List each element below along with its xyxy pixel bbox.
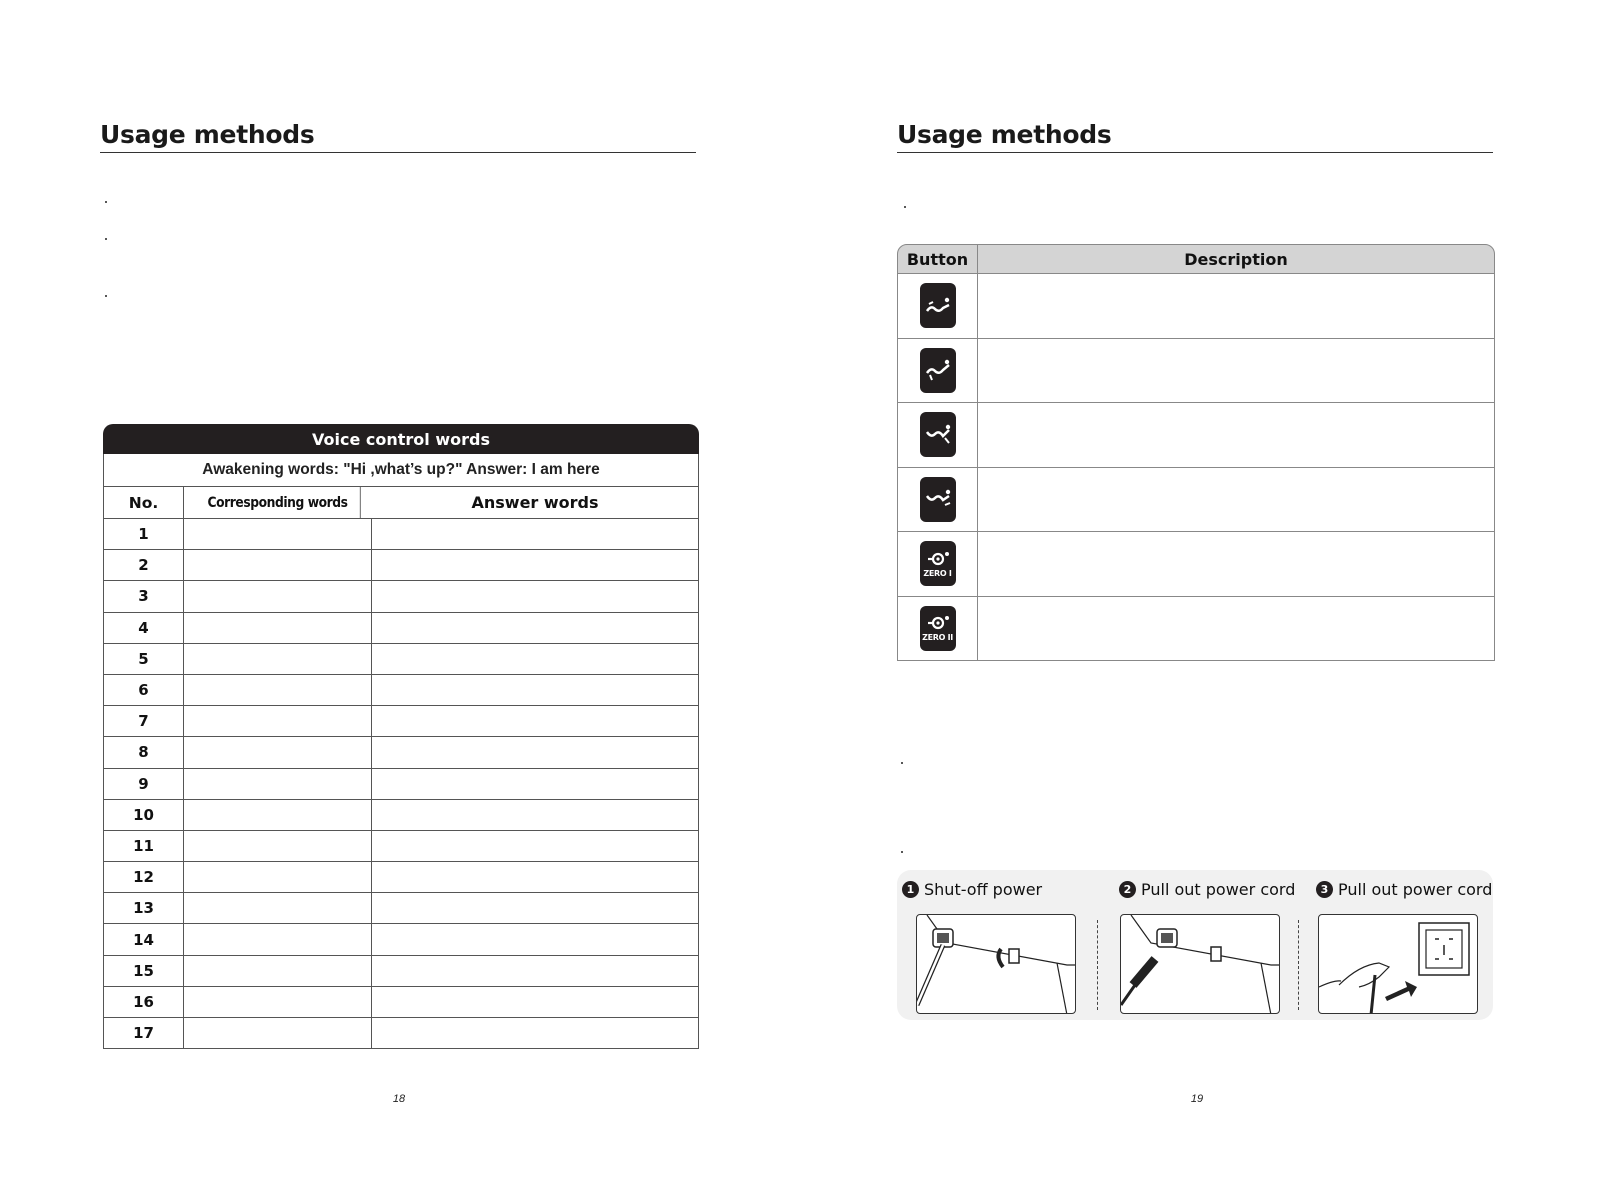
button-row [897,468,1495,533]
row-number: 6 [104,675,184,705]
corresponding-words-cell [184,581,372,611]
column-header-answer-words: Answer words [471,493,599,512]
voice-table-row [103,519,699,550]
pull-power-cord-illustration [1120,914,1280,1014]
corresponding-words-cell [184,613,372,643]
bullet-point [105,295,107,297]
row-number: 1 [104,519,184,549]
answer-words-cell [372,675,698,705]
column-header-no: No. [104,487,184,518]
row-number: 4 [104,613,184,643]
voice-table-row [103,956,699,987]
voice-table-header [103,487,699,519]
corresponding-words-cell [184,519,372,549]
zero-gravity-label: ZERO I [923,568,952,578]
row-number: 3 [104,581,184,611]
bullet-point [904,206,906,208]
row-number: 5 [104,644,184,674]
zero-gravity-1-icon [920,541,956,586]
voice-table-title: Voice control words [103,424,699,454]
lower-leg-icon [920,477,956,522]
column-header-corresponding-words: Corresponding words [195,487,360,518]
power-step-2 [1119,880,1295,899]
page-heading: Usage methods [897,120,1112,149]
answer-words-cell [372,924,698,954]
voice-table-row [103,769,699,800]
answer-words-cell [372,831,698,861]
shut-off-power-illustration [916,914,1076,1014]
row-number: 2 [104,550,184,580]
left-page [0,0,808,1192]
answer-words-cell [372,987,698,1017]
answer-words-cell [372,613,698,643]
step-label: Pull out power cord [1338,880,1493,899]
voice-table-row [103,831,699,862]
step-divider [1097,920,1098,1010]
step-divider [1298,920,1299,1010]
corresponding-words-cell [184,1018,372,1048]
corresponding-words-cell [184,644,372,674]
corresponding-words-cell [184,862,372,892]
row-number: 9 [104,769,184,799]
corresponding-words-cell [184,675,372,705]
answer-words-cell [372,550,698,580]
answer-words-cell [372,737,698,767]
column-header-button: Button [898,245,978,273]
bullet-point [105,238,107,240]
bullet-point [901,851,903,853]
step-label: Shut-off power [924,880,1043,899]
step-label: Pull out power cord [1141,880,1296,899]
row-number: 13 [104,893,184,923]
power-step-3 [1316,880,1492,899]
button-description-table [897,244,1495,661]
voice-table-row [103,987,699,1018]
right-page [808,0,1617,1192]
voice-table-row [103,924,699,955]
answer-words-cell [372,893,698,923]
row-number: 14 [104,924,184,954]
row-number: 8 [104,737,184,767]
bullet-point [105,201,107,203]
answer-words-cell [372,862,698,892]
corresponding-words-cell [184,893,372,923]
voice-control-table [103,424,699,1049]
voice-table-row [103,706,699,737]
power-step-1 [902,880,1042,899]
corresponding-words-cell [184,956,372,986]
column-header-description: Description [1184,249,1288,269]
voice-table-row [103,550,699,581]
step-number-badge: 2 [1119,881,1136,898]
corresponding-words-cell [184,924,372,954]
voice-table-row [103,737,699,768]
answer-words-cell [372,800,698,830]
voice-table-row [103,644,699,675]
heading-rule [100,152,696,153]
zero-gravity-label: ZERO II [922,633,953,643]
corresponding-words-cell [184,706,372,736]
button-row [897,532,1495,597]
corresponding-words-cell [184,737,372,767]
button-row [897,274,1495,339]
answer-words-cell [372,1018,698,1048]
raise-leg-icon [920,412,956,457]
row-number: 11 [104,831,184,861]
corresponding-words-cell [184,769,372,799]
row-number: 15 [104,956,184,986]
voice-table-row [103,862,699,893]
row-number: 10 [104,800,184,830]
answer-words-cell [372,644,698,674]
corresponding-words-cell [184,550,372,580]
corresponding-words-cell [184,987,372,1017]
button-row [897,403,1495,468]
answer-words-cell [372,706,698,736]
step-number-badge: 1 [902,881,919,898]
row-number: 17 [104,1018,184,1048]
voice-table-row [103,613,699,644]
answer-words-cell [372,956,698,986]
row-number: 16 [104,987,184,1017]
voice-table-row [103,800,699,831]
answer-words-cell [372,581,698,611]
row-number: 7 [104,706,184,736]
raise-back-icon [920,348,956,393]
voice-table-row [103,675,699,706]
zero-gravity-2-icon [920,606,956,651]
page-number: 18 [392,1093,406,1105]
voice-table-row [103,1018,699,1049]
recline-back-icon [920,283,956,328]
awakening-words-row: Awakening words: "Hi ,what’s up?" Answer: I am here [103,454,699,487]
power-off-panel [897,870,1493,1020]
unplug-from-wall-illustration [1318,914,1478,1014]
answer-words-cell [372,519,698,549]
heading-rule [897,152,1493,153]
answer-words-cell [372,769,698,799]
page-heading: Usage methods [100,120,315,149]
button-row [897,597,1495,662]
button-table-header [897,244,1495,274]
corresponding-words-cell [184,800,372,830]
row-number: 12 [104,862,184,892]
bullet-point [901,762,903,764]
step-number-badge: 3 [1316,881,1333,898]
voice-table-row [103,581,699,612]
page-number: 19 [1190,1093,1204,1105]
button-row [897,339,1495,404]
voice-table-row [103,893,699,924]
corresponding-words-cell [184,831,372,861]
